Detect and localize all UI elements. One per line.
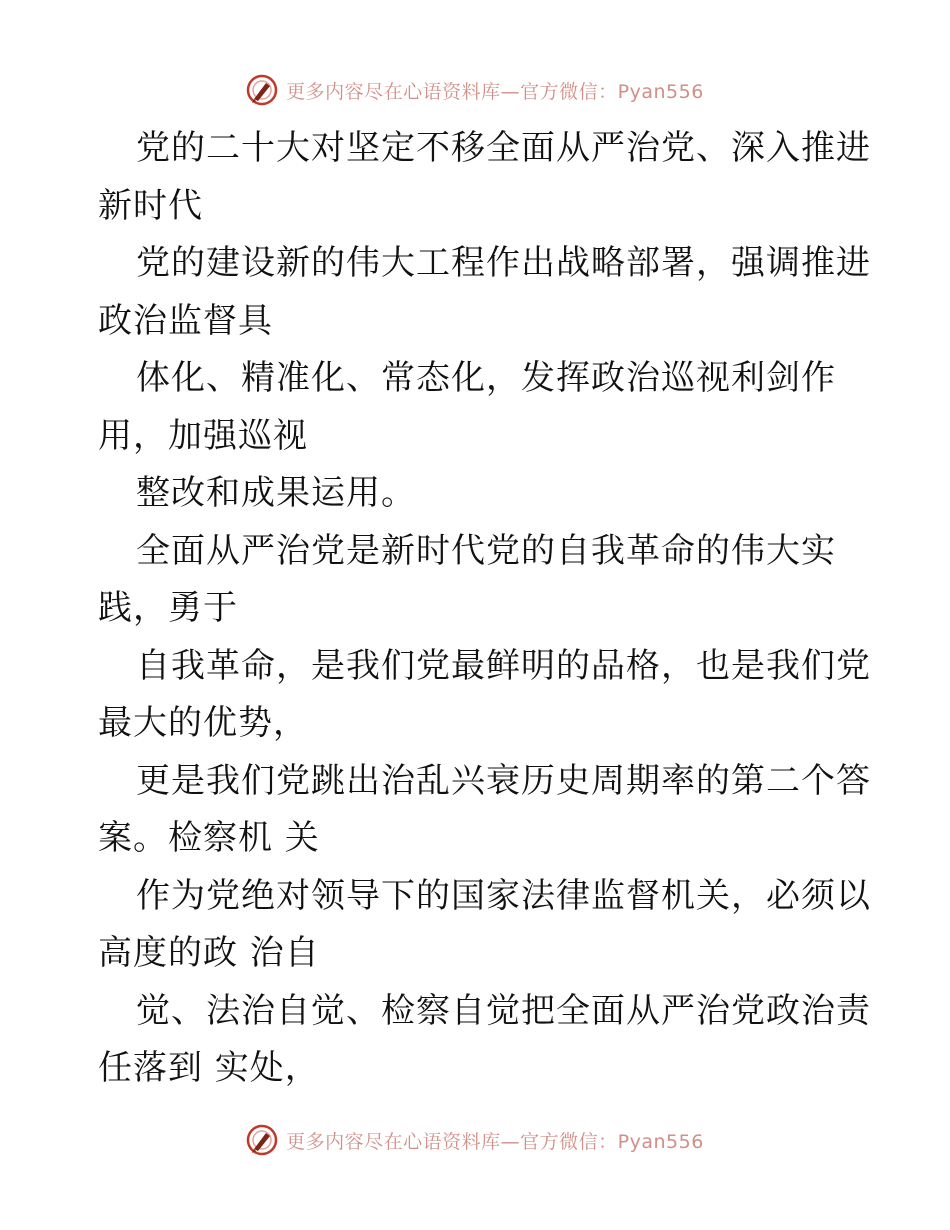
text-line: 体化、精准化、常态化，发挥政治巡视利剑作 bbox=[136, 358, 836, 398]
text-line: 更是我们党跳出治乱兴衰历史周期率的第二个答 bbox=[136, 760, 871, 801]
text-line: 觉、法治自觉、检察自觉把全面从严治党政治责 bbox=[136, 990, 871, 1031]
watermark-footer bbox=[0, 1120, 950, 1160]
text-line: 党的建设新的伟大工程作出战略部署，强调推进 bbox=[136, 243, 871, 283]
text-line: 践，勇于 bbox=[98, 588, 238, 628]
watermark-text: 更多内容尽在心语资料库—官方微信：Pyan556 bbox=[286, 1130, 704, 1153]
text-line: 自我革命，是我们党最鲜明的品格，也是我们党 bbox=[136, 645, 871, 686]
pen-logo-icon bbox=[246, 74, 278, 106]
document-body bbox=[98, 120, 871, 1098]
text-line: 全面从严治党是新时代党的自我革命的伟大实 bbox=[136, 530, 836, 571]
text-line: 任落到 实处， bbox=[98, 1048, 320, 1088]
watermark-header bbox=[0, 70, 950, 110]
text-line: 作为党绝对领导下的国家法律监督机关，必须以 bbox=[136, 875, 871, 916]
text-line: 新时代 bbox=[98, 185, 203, 226]
text-line: 整改和成果运用。 bbox=[136, 473, 416, 513]
text-line: 案。检察机 关 bbox=[98, 818, 320, 858]
text-line: 最大的优势， bbox=[98, 703, 308, 743]
watermark-text: 更多内容尽在心语资料库—官方微信：Pyan556 bbox=[286, 80, 704, 103]
text-line: 高度的政 治自 bbox=[98, 933, 320, 973]
pen-logo-icon bbox=[246, 1124, 278, 1156]
text-line: 政治监督具 bbox=[98, 300, 273, 341]
text-line: 党的二十大对坚定不移全面从严治党、深入推进 bbox=[136, 128, 871, 168]
text-line: 用，加强巡视 bbox=[98, 415, 308, 456]
